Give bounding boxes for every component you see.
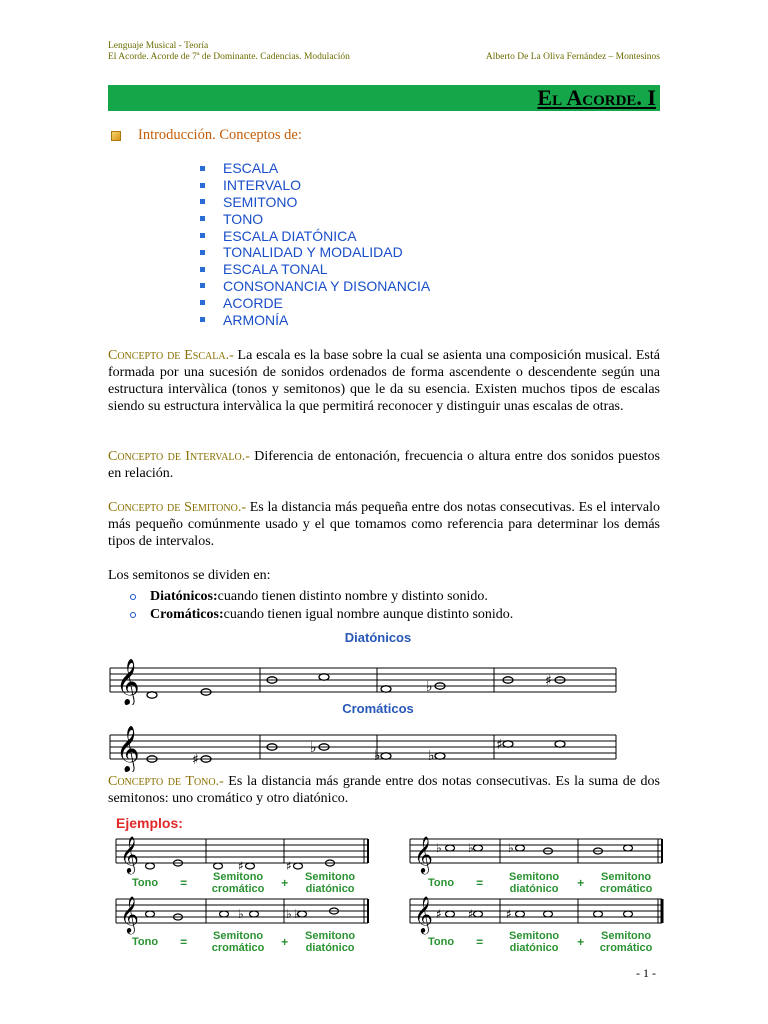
concept-title: Concepto de Escala.-	[108, 348, 234, 363]
semitonos-intro: Los semitonos se dividen en:	[108, 568, 271, 583]
square-bullet-icon	[200, 233, 205, 238]
example-equation-left-top	[132, 871, 362, 895]
semitone-label: Semitono cromático	[211, 871, 265, 895]
sharp-icon: ♯	[545, 673, 552, 689]
page-number: - 1 -	[636, 966, 656, 980]
list-item	[200, 160, 430, 177]
flat-icon: ♭	[426, 679, 433, 695]
example-equation-right-top	[428, 871, 658, 895]
equals-sign: =	[180, 876, 188, 890]
type-desc: cuando tienen distinto nombre y distinto sonido.	[217, 589, 488, 604]
flat-icon: ♭	[428, 748, 435, 764]
tono-label: Tono	[428, 936, 455, 948]
title-bar	[108, 85, 660, 111]
concept-body: Es la distancia más pequeña entre dos notas consecutivas. Es el intervalo más pequeño comúnmente usado y el que tomamos como referencia para determinar los demás tipos de intervalos.	[108, 500, 660, 549]
square-bullet-icon	[200, 267, 205, 272]
semitone-label: Semitono diatónico	[305, 871, 356, 895]
example-equation-right-bottom	[428, 930, 658, 954]
list-item	[200, 294, 430, 311]
semitone-label: Semitono diatónico	[509, 871, 560, 895]
concept-body: Es la distancia más grande entre dos notas consecutivas. Es la suma de dos semitonos: uno cromático y otro diatónico.	[108, 774, 660, 806]
list-item	[200, 210, 430, 227]
concept-label: ACORDE	[223, 294, 283, 311]
semitone-label: Semitono cromático	[599, 871, 653, 895]
type-term: Cromáticos:	[150, 607, 224, 622]
tono-label: Tono	[132, 877, 159, 889]
concept-label: TONO	[223, 210, 264, 227]
square-bullet-icon	[111, 131, 121, 141]
sheet-title: Cromáticos	[342, 701, 414, 716]
treble-clef-icon: 𝄞	[116, 659, 140, 705]
list-item	[200, 244, 430, 261]
concept-label: ARMONÍA	[223, 311, 289, 328]
svg-text:𝄞: 𝄞	[120, 895, 139, 933]
svg-text:𝄞: 𝄞	[120, 835, 139, 873]
page-title: El Acorde. I	[537, 85, 656, 110]
square-bullet-icon	[200, 250, 205, 255]
concept-list	[200, 160, 430, 328]
example-staff-right-bottom	[408, 893, 664, 935]
diatonicos-sheet	[108, 630, 620, 710]
square-bullet-icon	[200, 183, 205, 188]
example-staff-left-bottom	[114, 893, 370, 935]
concept-label: ESCALA TONAL	[223, 261, 328, 278]
semitone-label: Semitono cromático	[211, 930, 265, 954]
square-bullet-icon	[200, 216, 205, 221]
circle-bullet-icon	[130, 594, 136, 600]
square-bullet-icon	[200, 300, 205, 305]
svg-text:𝄞: 𝄞	[414, 835, 433, 873]
concept-label: SEMITONO	[223, 193, 298, 210]
header-topic: El Acorde. Acorde de 7ª de Dominante. Cadencias. Modulación	[108, 52, 350, 62]
list-item	[200, 227, 430, 244]
concept-label: ESCALA	[223, 160, 279, 177]
svg-text:♭: ♭	[238, 907, 244, 921]
concept-title: Concepto de Intervalo.-	[108, 449, 250, 464]
semitone-label: Semitono diatónico	[509, 930, 560, 954]
examples-heading: Ejemplos:	[116, 815, 183, 831]
semitono-paragraph	[108, 499, 660, 550]
type-desc: cuando tienen igual nombre aunque distinto sonido.	[223, 607, 514, 622]
equals-sign: =	[476, 935, 484, 949]
list-item	[200, 278, 430, 295]
treble-clef-icon: 𝄞	[116, 726, 140, 772]
header-course: Lenguaje Musical - Teoría	[108, 41, 209, 51]
svg-text:♭: ♭	[286, 907, 292, 921]
example-staff-left-top	[114, 833, 370, 875]
music-staff	[108, 716, 620, 772]
svg-text:♯: ♯	[286, 859, 292, 873]
svg-text:♭: ♭	[294, 907, 300, 921]
intervalo-paragraph	[108, 448, 660, 482]
concept-label: INTERVALO	[223, 177, 302, 194]
cromaticos-sheet	[108, 701, 620, 777]
concept-title: Concepto de Semitono.-	[108, 500, 246, 515]
svg-text:♯: ♯	[468, 907, 474, 921]
svg-text:♭: ♭	[468, 841, 474, 855]
list-item	[200, 194, 430, 211]
intro-text: Introducción. Conceptos de:	[138, 127, 302, 143]
plus-sign: +	[281, 876, 289, 890]
concept-label: CONSONANCIA Y DISONANCIA	[223, 277, 431, 294]
square-bullet-icon	[200, 317, 205, 322]
tono-label: Tono	[428, 877, 455, 889]
circle-bullet-icon	[130, 612, 136, 618]
header-author: Alberto De La Oliva Fernández – Montesinos	[485, 52, 660, 62]
escala-paragraph	[108, 347, 660, 415]
concept-body: La escala es la base sobre la cual se asienta una composición musical. Está formada por una sucesión de sonidos ordenados de forma ascendente o descendente según una estructura intervàlica (tonos y semitonos) que le da su esencia. Existen muchos tipos de escalas siendo su estructura intervàlica la que permitirá reconocer y distinguir unas escalas de otras.	[108, 348, 660, 414]
list-item	[200, 177, 430, 194]
sheet-title: Diatónicos	[344, 630, 412, 645]
plus-sign: +	[577, 876, 585, 890]
flat-icon: ♭	[374, 748, 381, 764]
concept-body: Diferencia de entonación, frecuencia o altura entre dos sonidos puestos en relación.	[108, 449, 660, 481]
tono-label: Tono	[132, 936, 159, 948]
type-term: Diatónicos:	[150, 589, 218, 604]
concept-title: Concepto de Tono.-	[108, 774, 224, 789]
list-item	[200, 261, 430, 278]
square-bullet-icon	[200, 166, 205, 171]
sharp-icon: ♯	[192, 752, 199, 768]
concept-label: TONALIDAD Y MODALIDAD	[223, 244, 403, 261]
square-bullet-icon	[200, 283, 205, 288]
concept-label: ESCALA DIATÓNICA	[223, 227, 357, 244]
square-bullet-icon	[200, 199, 205, 204]
flat-icon: ♭	[310, 740, 317, 756]
svg-text:♭: ♭	[436, 841, 442, 855]
sharp-icon: ♯	[496, 737, 503, 753]
semitono-types-list	[130, 588, 513, 624]
equals-sign: =	[476, 876, 484, 890]
example-equation-left-bottom	[132, 930, 362, 954]
semitone-label: Semitono diatónico	[305, 930, 356, 954]
music-staff	[108, 645, 620, 705]
plus-sign: +	[577, 935, 585, 949]
list-item	[130, 606, 513, 624]
tono-paragraph	[108, 773, 660, 807]
svg-text:𝄞: 𝄞	[414, 895, 433, 933]
list-item	[130, 588, 513, 606]
svg-text:♯: ♯	[436, 907, 442, 921]
semitone-label: Semitono cromático	[599, 930, 653, 954]
svg-text:♯: ♯	[238, 859, 244, 873]
example-staff-right-top	[408, 833, 664, 875]
svg-text:♭: ♭	[508, 841, 514, 855]
page-header	[108, 41, 660, 63]
list-item	[200, 311, 430, 328]
equals-sign: =	[180, 935, 188, 949]
plus-sign: +	[281, 935, 289, 949]
svg-text:♯: ♯	[506, 907, 512, 921]
intro-heading	[111, 127, 302, 144]
